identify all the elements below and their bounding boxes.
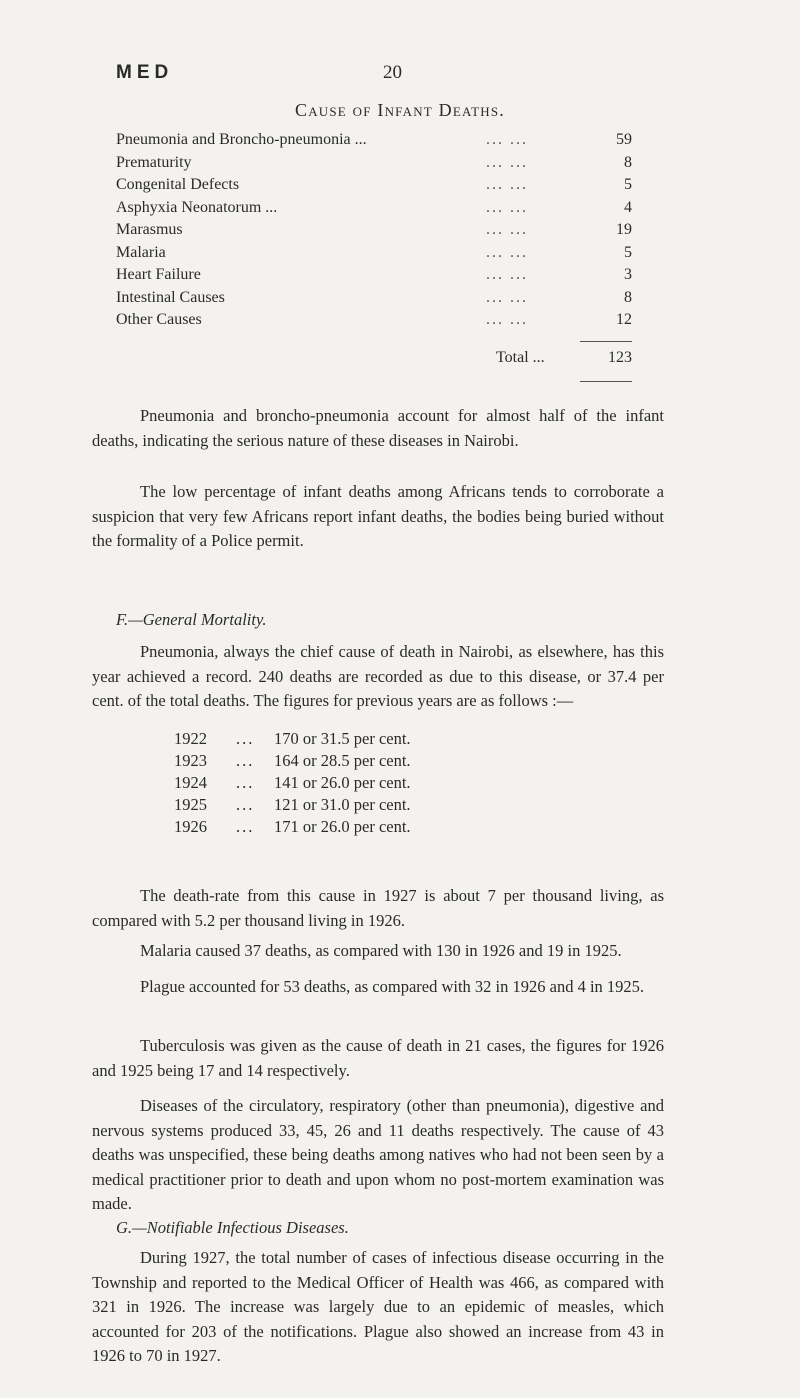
list-item [174, 728, 494, 750]
cause-value: 4 [624, 198, 632, 216]
cause-label: Marasmus [116, 221, 183, 238]
leader-dots: ... [236, 773, 255, 792]
table-row [116, 287, 632, 310]
list-item [174, 772, 494, 794]
leader-dots: ... ... [486, 266, 528, 283]
leader-dots: ... [236, 795, 255, 814]
table-row [116, 152, 632, 175]
cause-label: Asphyxia Neonatorum ... [116, 198, 278, 216]
page-header-label: MED [116, 62, 174, 83]
leader-dots: ... ... [486, 288, 528, 306]
cause-value: 59 [616, 131, 632, 148]
leader-dots: ... ... [486, 153, 528, 171]
table-row [116, 129, 632, 152]
year-label: 1922 [174, 729, 207, 748]
year-label: 1925 [174, 795, 207, 814]
paragraph: Pneumonia and broncho-pneumonia account for almost half of the infant deaths, indicating the serious nature of these diseases in Nairobi. [92, 406, 664, 450]
total-row [116, 347, 632, 369]
list-item [174, 750, 494, 772]
cause-table [116, 129, 632, 332]
leader-dots: ... [236, 751, 255, 770]
table-row [116, 242, 632, 265]
leader-dots: ... ... [486, 131, 528, 148]
leader-dots: ... ... [486, 176, 528, 193]
year-value: 164 or 28.5 per cent. [274, 751, 411, 770]
paragraph: Plague accounted for 53 deaths, as compared with 32 in 1926 and 4 in 1925. [140, 977, 645, 996]
subheading-general-mortality: F.—General Mortality. [116, 610, 267, 629]
pneumonia-years-table [174, 728, 494, 838]
table-row [116, 219, 632, 242]
paragraph: Tuberculosis was given as the cause of death in 21 cases, the figures for 1926 and 1925 being 17 and 14 respectively. [92, 1036, 664, 1080]
list-item [174, 794, 494, 816]
total-value: 123 [608, 349, 632, 366]
leader-dots: ... [236, 729, 255, 748]
paragraph: Malaria caused 37 deaths, as compared with 130 in 1926 and 19 in 1925. [140, 941, 622, 960]
leader-dots: ... ... [486, 311, 528, 328]
year-label: 1924 [174, 773, 207, 792]
cause-label: Congenital Defects [116, 176, 240, 193]
cause-label: Malaria [116, 243, 166, 261]
cause-value: 8 [624, 153, 632, 171]
total-rule-top [580, 341, 632, 342]
subheading-notifiable-diseases: G.—Notifiable Infectious Diseases. [116, 1218, 349, 1237]
page-number: 20 [383, 62, 402, 83]
table-row [116, 309, 632, 332]
cause-value: 5 [624, 176, 632, 193]
cause-label: Other Causes [116, 311, 202, 328]
leader-dots: ... [236, 817, 255, 836]
section-title: Cause of Infant Deaths. [295, 100, 505, 120]
table-row [116, 264, 632, 287]
leader-dots: ... ... [486, 221, 528, 238]
cause-value: 3 [624, 266, 632, 283]
table-row [116, 197, 632, 220]
table-row [116, 174, 632, 197]
year-value: 141 or 26.0 per cent. [274, 773, 411, 792]
paragraph: The low percentage of infant deaths among Africans tends to corroborate a suspicion that very few Africans report infant deaths, the bodies being buried without the formality of a Police permit. [92, 482, 664, 550]
cause-label: Pneumonia and Broncho-pneumonia ... [116, 131, 367, 148]
cause-label: Prematurity [116, 153, 192, 171]
list-item [174, 816, 494, 838]
paragraph: Pneumonia, always the chief cause of death in Nairobi, as elsewhere, has this year achieved a record. 240 deaths are recorded as due to this disease, or 37.4 per cent. of the total deaths. The figures for previous years are as follows :— [92, 642, 664, 710]
year-value: 121 or 31.0 per cent. [274, 795, 411, 814]
leader-dots: ... ... [486, 243, 528, 261]
cause-value: 19 [616, 221, 632, 238]
total-rule-bottom [580, 381, 632, 382]
paragraph: During 1927, the total number of cases of infectious disease occurring in the Township and reported to the Medical Officer of Health was 466, as compared with 321 in 1926. The increase was largely due to an epidemic of measles, which accounted for 203 of the notifications. Plague also showed an increase from 43 in 1926 to 70 in 1927. [92, 1248, 664, 1365]
cause-value: 8 [624, 288, 632, 306]
cause-value: 12 [616, 311, 632, 328]
total-label: Total ... [496, 349, 545, 366]
cause-label: Heart Failure [116, 266, 201, 283]
paragraph: The death-rate from this cause in 1927 is about 7 per thousand living, as compared with 5.2 per thousand living in 1926. [92, 886, 664, 930]
year-label: 1926 [174, 817, 207, 836]
year-value: 171 or 26.0 per cent. [274, 817, 411, 836]
year-label: 1923 [174, 751, 207, 770]
leader-dots: ... ... [486, 198, 528, 216]
year-value: 170 or 31.5 per cent. [274, 729, 411, 748]
cause-value: 5 [624, 243, 632, 261]
cause-label: Intestinal Causes [116, 288, 225, 306]
paragraph: Diseases of the circulatory, respiratory (other than pneumonia), digestive and nervous systems produced 33, 45, 26 and 11 deaths respectively. The cause of 43 deaths was unspecified, these being deaths among natives who had not been seen by a medical practitioner prior to death and upon whom no post-mortem examination was made. [92, 1096, 664, 1213]
